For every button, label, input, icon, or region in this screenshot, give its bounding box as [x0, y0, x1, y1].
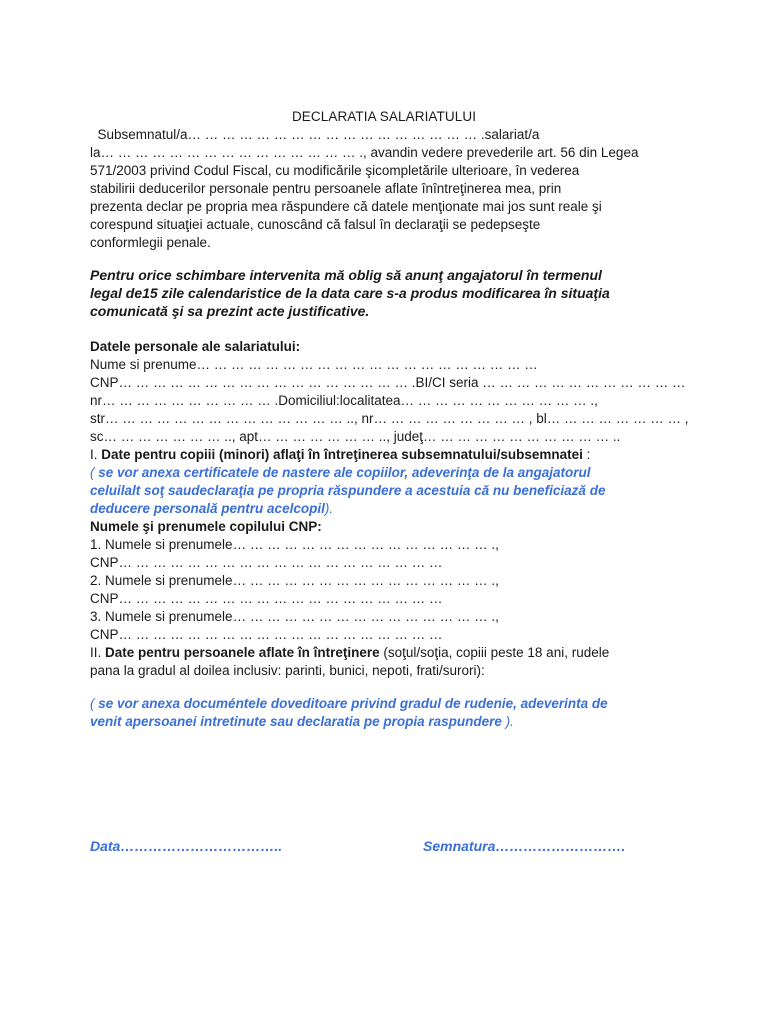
intro-line: la… … … … … … … … … … … … … … … ., avandin vedere prevederile art. 56 din Legea — [90, 145, 639, 160]
section-dependents-heading: II. Date pentru persoanele aflate în întreţinere (soţul/soţia, copiii peste 18 ani, rudele — [90, 645, 610, 660]
section-children-note: ( se vor anexa certificatele de nastere ale copiilor, adeverinţa de la angajatorul — [90, 465, 591, 480]
personal-name-field: Nume si prenume… … … … … … … … … … … … … … … … … … … … — [90, 357, 538, 372]
personal-address-field: nr… … … … … … … … … … .Domiciliul:localitatea… … … … … … … … … … … ., — [90, 393, 598, 408]
notice-line: Pentru orice schimbare intervenita mă oblig să anunţ angajatorul în termenul — [90, 267, 602, 283]
child-cnp-field: CNP… … … … … … … … … … … … … … … … … … … — [90, 627, 443, 642]
child-cnp-field: CNP… … … … … … … … … … … … … … … … … … … — [90, 591, 443, 606]
child-cnp-field: CNP… … … … … … … … … … … … … … … … … … … — [90, 555, 443, 570]
child-name-field: 3. Numele si prenumele… … … … … … … … … … … … … … … ., — [90, 609, 499, 624]
dependents-note-line: venit apersoanei intretinute sau declaratia pe propia raspundere ). — [90, 714, 514, 729]
section-dependents-line: pana la gradul al doilea inclusiv: parinti, bunici, nepoti, frati/surori): — [90, 663, 485, 678]
intro-line: Subsemnatul/a… … … … … … … … … … … … … … … … … .salariat/a — [90, 127, 540, 142]
personal-county-field: sc… … … … … … … .., apt… … … … … … … .., judeţ… … … … … … … … … … … .. — [90, 429, 621, 444]
dependents-note-line: ( se vor anexa documéntele doveditoare privind gradul de rudenie, adeverinta de — [90, 696, 608, 711]
personal-cnp-field: CNP… … … … … … … … … … … … … … … … … .BI/CI seria … … … … … … … … … … … … — [90, 375, 686, 390]
intro-line: corespund situaţiei actuale, cunoscând că falsul în declaraţii se pedepseşte — [90, 217, 541, 232]
children-list-heading: Numele şi prenumele copilului CNP: — [90, 519, 322, 534]
document-title: DECLARATIA SALARIATULUI — [291, 109, 477, 124]
child-name-field: 2. Numele si prenumele… … … … … … … … … … … … … … … ., — [90, 573, 499, 588]
intro-line: stabilirii deducerilor personale pentru persoanele aflate înîntreţinerea mea, prin — [90, 181, 562, 196]
personal-street-field: str… … … … … … … … … … … … … … .., nr… … … … … … … … … , bl… … … … … … … … , — [90, 411, 689, 426]
personal-data-section — [90, 338, 689, 446]
intro-paragraph — [90, 126, 680, 252]
date-field: Data…………………………….. — [90, 838, 283, 854]
section-children — [90, 446, 690, 644]
notice-paragraph — [90, 266, 680, 320]
section-dependents — [90, 644, 690, 680]
personal-data-heading: Datele personale ale salariatului: — [90, 339, 301, 354]
section-children-note: deducere personală pentru acelcopil). — [90, 501, 334, 516]
section-children-heading: I. Date pentru copiii (minori) aflaţi în întreţinerea subsemnatului/subsemnatei : — [90, 447, 591, 462]
section-children-note: celuilalt soţ saudeclaraţia pe propria răspundere a acestuia că nu beneficiază de — [90, 483, 606, 498]
section-dependents-note — [90, 695, 690, 731]
intro-line: 571/2003 privind Codul Fiscal, cu modificările şicompletările ulterioare, în vederea — [90, 163, 580, 178]
signature-field: Semnatura………………………. — [423, 838, 626, 854]
intro-line: prezenta declar pe propria mea răspundere că datele menţionate mai jos sunt reale şi — [90, 199, 602, 214]
intro-line: conformlegii penale. — [90, 235, 211, 250]
child-name-field: 1. Numele si prenumele… … … … … … … … … … … … … … … ., — [90, 537, 499, 552]
notice-line: comunicată şi sa prezint acte justificative. — [90, 303, 370, 319]
notice-line: legal de15 zile calendaristice de la data care s-a produs modificarea în situaţia — [90, 285, 610, 301]
